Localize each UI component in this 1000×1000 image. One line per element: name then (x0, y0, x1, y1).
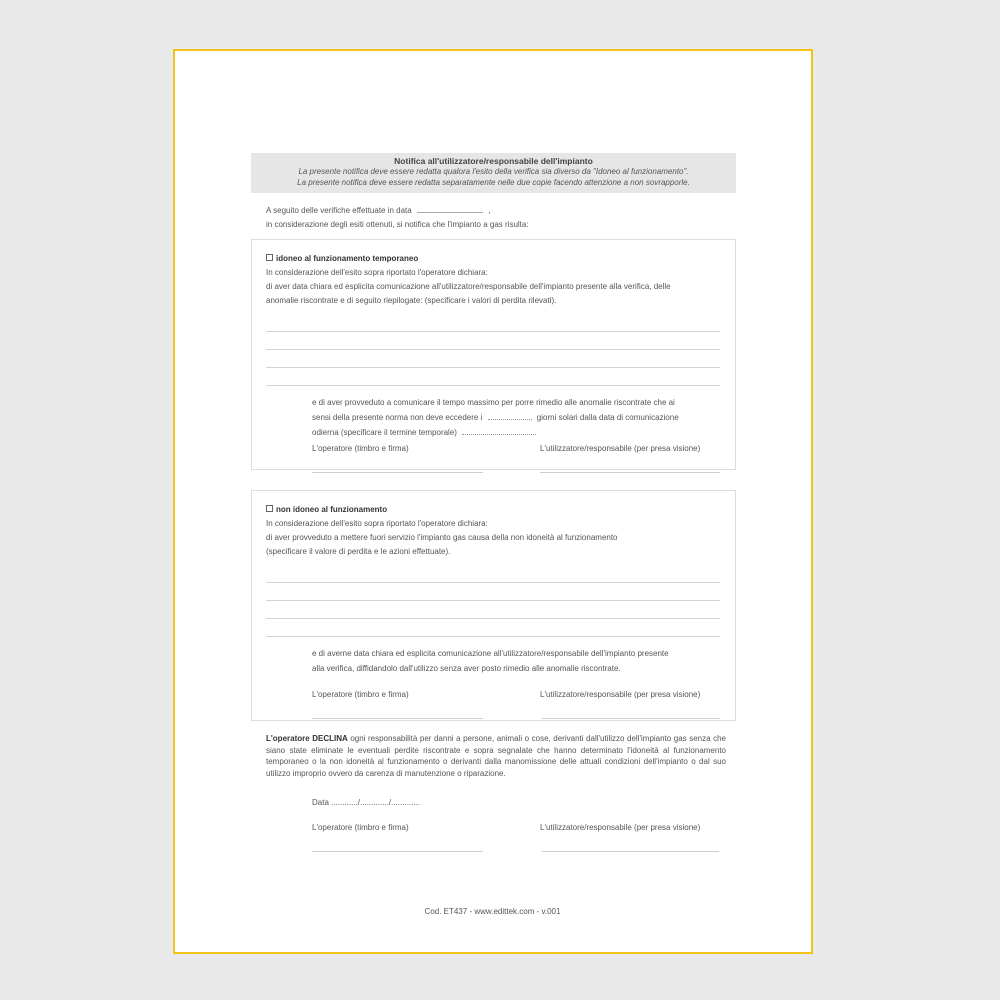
form-subtitle-2: La presente notifica deve essere redatta separatamente nelle due copie facendo attenzione a non sovrapporle. (297, 177, 690, 187)
operator-signature-field[interactable] (312, 718, 483, 719)
user-signature-field[interactable] (542, 718, 720, 719)
section2-line-3: (specificare il valore di perdita e le azioni effettuate). (266, 547, 451, 556)
section1-line-2: di aver data chiara ed esplicita comunicazione all'utilizzatore/responsabile dell'impianto presente alla verifica, delle (266, 282, 671, 291)
section1-indent-2b: giorni solari dalla data di comunicazione (536, 413, 679, 422)
form-content (251, 153, 736, 916)
date-line[interactable]: Data ............/............./............. (312, 798, 421, 807)
section1-signature-row (312, 444, 728, 474)
user-signature-field[interactable] (540, 472, 720, 473)
section2-signature-row (312, 690, 728, 720)
operator-signature-label: L'operatore (timbro e firma) (312, 444, 409, 453)
section1-write-lines[interactable] (266, 314, 728, 386)
intro-paragraph (251, 204, 736, 232)
write-line[interactable] (266, 332, 720, 350)
section1-indent-1: e di aver provveduto a comunicare il tempo massimo per porre rimedio alle anomalie riscontrate che ai (312, 398, 675, 407)
disclaimer-text: ogni responsabilità per danni a persone, animali o cose, derivanti dall'utilizzo dell'impianto gas senza che siano state eliminate le eventuali perdite riscontrate e sopra segnalate che hanno determinato l'idoneità al funzionamento temporaneo o la non idoneità al funzionamento o derivanti dalla manomissione delle attuali condizioni dell'impianto o dal suo utilizzo improprio ovvero da carenza di manutenzione o riparazione. (266, 734, 726, 778)
section-idoneo-temporaneo (251, 239, 736, 470)
form-subtitle-1: La presente notifica deve essere redatta qualora l'esito della verifica sia diverso da "Idoneo al funzionamento". (298, 167, 689, 176)
section-non-idoneo (251, 490, 736, 721)
final-signature-row (251, 823, 734, 857)
write-line[interactable] (266, 350, 720, 368)
write-line[interactable] (266, 314, 720, 332)
intro-comma: , (488, 206, 491, 215)
user-signature-field[interactable] (542, 851, 719, 852)
write-line[interactable] (266, 619, 720, 637)
section1-heading: idoneo al funzionamento temporaneo (276, 254, 419, 263)
non-idoneo-checkbox[interactable] (266, 505, 273, 512)
write-line[interactable] (266, 601, 720, 619)
section1-line-3: anomalie riscontrate e di seguito riepilogate: (specificare i valori di perdita rilevati). (266, 296, 557, 305)
disclaimer-paragraph (266, 733, 726, 779)
operator-signature-label: L'operatore (timbro e firma) (312, 823, 409, 832)
form-header (251, 153, 736, 193)
user-signature-label: L'utilizzatore/responsabile (per presa visione) (540, 690, 701, 699)
section2-line-1: In considerazione dell'esito sopra riportato l'operatore dichiara: (266, 519, 488, 528)
write-line[interactable] (266, 583, 720, 601)
section2-indent-2: alla verifica, diffidandolo dall'utilizzo senza aver posto rimedio alle anomalie riscontrate. (312, 664, 621, 673)
intro-line-1: A seguito delle verifiche effettuate in data (266, 206, 412, 215)
days-field[interactable] (488, 412, 532, 420)
date-field[interactable] (417, 205, 483, 213)
user-signature-label: L'utilizzatore/responsabile (per presa visione) (540, 444, 701, 453)
disclaimer-bold: L'operatore DECLINA (266, 734, 348, 743)
idoneo-temporaneo-checkbox[interactable] (266, 254, 273, 261)
intro-line-2: in considerazione degli esiti ottenuti, si notifica che l'impianto a gas risulta: (266, 220, 529, 229)
section1-line-1: In considerazione dell'esito sopra riportato l'operatore dichiara: (266, 268, 488, 277)
section1-indent-3: odierna (specificare il termine temporale) (312, 428, 457, 437)
section2-write-lines[interactable] (266, 565, 728, 637)
section2-indent-1: e di averne data chiara ed esplicita comunicazione all'utilizzatore/responsabile dell'impianto presente (312, 649, 669, 658)
write-line[interactable] (266, 368, 720, 386)
section2-line-2: di aver provveduto a mettere fuori servizio l'impianto gas causa della non idoneità al funzionamento (266, 533, 618, 542)
user-signature-label: L'utilizzatore/responsabile (per presa visione) (540, 823, 701, 832)
footer-code: Cod. ET437 - www.edittek.com - v.001 (424, 907, 561, 916)
operator-signature-field[interactable] (312, 851, 483, 852)
section2-heading: non idoneo al funzionamento (276, 505, 388, 514)
operator-signature-label: L'operatore (timbro e firma) (312, 690, 409, 699)
operator-signature-field[interactable] (312, 472, 483, 473)
write-line[interactable] (266, 565, 720, 583)
section1-indent-2a: sensi della presente norma non deve eccedere i (312, 413, 483, 422)
document-sheet (173, 49, 813, 954)
form-title: Notifica all'utilizzatore/responsabile dell'impianto (394, 156, 593, 166)
term-field[interactable] (462, 427, 536, 435)
